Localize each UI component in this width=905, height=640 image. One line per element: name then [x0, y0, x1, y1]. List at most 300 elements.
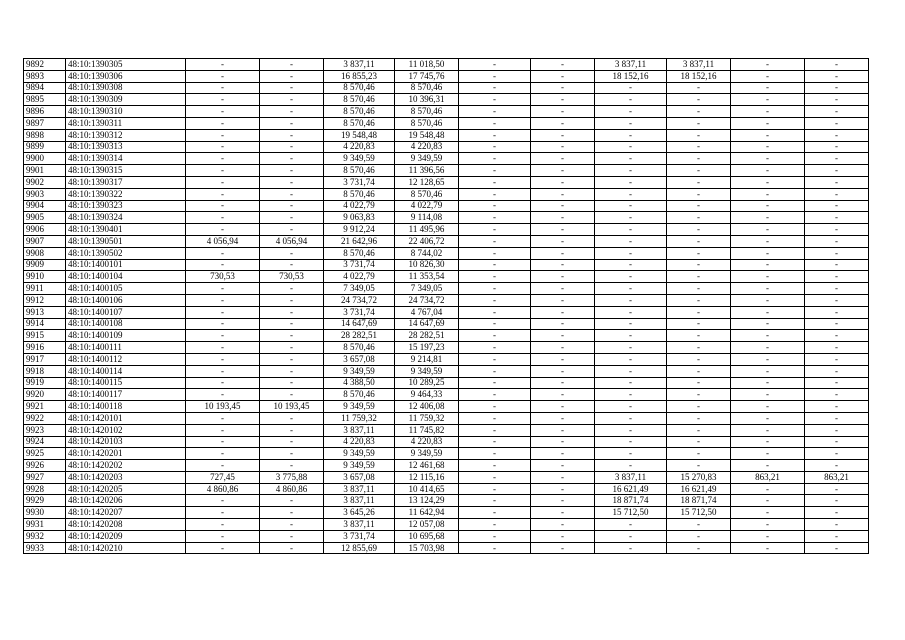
table-row [24, 59, 869, 71]
value-col-5-cell: 4 388,50 [324, 377, 395, 389]
value-col-9-cell: - [595, 117, 667, 129]
table-row [24, 519, 869, 531]
cadastral-number-cell: 48:10:1420102 [66, 424, 186, 436]
value-col-7-cell: - [459, 318, 531, 330]
value-col-7-cell: - [459, 471, 531, 483]
row-number-cell: 9897 [24, 117, 66, 129]
value-col-7-cell: - [459, 342, 531, 354]
value-col-6-cell: 9 349,59 [395, 448, 459, 460]
value-col-8-cell: - [531, 188, 595, 200]
value-col-10-cell: - [667, 129, 731, 141]
value-col-11-cell: - [731, 436, 805, 448]
value-col-5-cell: 28 282,51 [324, 330, 395, 342]
value-col-12-cell: - [805, 153, 869, 165]
value-col-8-cell: - [531, 59, 595, 71]
value-col-9-cell: - [595, 212, 667, 224]
value-col-7-cell: - [459, 306, 531, 318]
value-col-4-cell: 4 860,86 [260, 483, 324, 495]
value-col-6-cell: 15 197,23 [395, 342, 459, 354]
value-col-3-cell: - [186, 106, 260, 118]
value-col-4-cell: - [260, 330, 324, 342]
value-col-11-cell: - [731, 448, 805, 460]
value-col-8-cell: - [531, 117, 595, 129]
row-number-cell: 9910 [24, 271, 66, 283]
value-col-12-cell: - [805, 318, 869, 330]
value-col-3-cell: - [186, 70, 260, 82]
value-col-7-cell: - [459, 259, 531, 271]
value-col-9-cell: - [595, 294, 667, 306]
value-col-6-cell: 9 349,59 [395, 365, 459, 377]
value-col-7-cell: - [459, 412, 531, 424]
value-col-6-cell: 11 759,32 [395, 412, 459, 424]
value-col-3-cell: - [186, 519, 260, 531]
value-col-3-cell: - [186, 318, 260, 330]
value-col-5-cell: 9 349,59 [324, 448, 395, 460]
value-col-10-cell: - [667, 318, 731, 330]
table-row [24, 318, 869, 330]
value-col-4-cell: - [260, 94, 324, 106]
value-col-9-cell: - [595, 188, 667, 200]
value-col-9-cell: - [595, 330, 667, 342]
value-col-3-cell: - [186, 424, 260, 436]
value-col-11-cell: - [731, 129, 805, 141]
value-col-8-cell: - [531, 377, 595, 389]
value-col-10-cell: - [667, 153, 731, 165]
value-col-3-cell: - [186, 200, 260, 212]
table-row [24, 82, 869, 94]
value-col-11-cell: - [731, 495, 805, 507]
value-col-6-cell: 10 414,65 [395, 483, 459, 495]
value-col-8-cell: - [531, 342, 595, 354]
value-col-9-cell: - [595, 318, 667, 330]
value-col-7-cell: - [459, 542, 531, 554]
value-col-5-cell: 4 022,79 [324, 200, 395, 212]
value-col-11-cell: - [731, 318, 805, 330]
cadastral-number-cell: 48:10:1420201 [66, 448, 186, 460]
value-col-11-cell: - [731, 247, 805, 259]
value-col-12-cell: - [805, 412, 869, 424]
value-col-9-cell: - [595, 365, 667, 377]
value-col-3-cell: - [186, 530, 260, 542]
value-col-10-cell: - [667, 460, 731, 472]
value-col-10-cell: - [667, 294, 731, 306]
value-col-4-cell: - [260, 377, 324, 389]
value-col-5-cell: 8 570,46 [324, 106, 395, 118]
value-col-12-cell: - [805, 330, 869, 342]
value-col-9-cell: - [595, 247, 667, 259]
value-col-9-cell: - [595, 424, 667, 436]
value-col-4-cell: - [260, 530, 324, 542]
row-number-cell: 9922 [24, 412, 66, 424]
value-col-9-cell: 18 871,74 [595, 495, 667, 507]
value-col-6-cell: 28 282,51 [395, 330, 459, 342]
value-col-12-cell: - [805, 224, 869, 236]
value-col-5-cell: 12 855,69 [324, 542, 395, 554]
cadastral-number-cell: 48:10:1400111 [66, 342, 186, 354]
value-col-7-cell: - [459, 141, 531, 153]
value-col-7-cell: - [459, 94, 531, 106]
value-col-10-cell: 18 152,16 [667, 70, 731, 82]
cadastral-number-cell: 48:10:1390306 [66, 70, 186, 82]
value-col-3-cell: - [186, 436, 260, 448]
table-row [24, 306, 869, 318]
value-col-11-cell: - [731, 141, 805, 153]
value-col-5-cell: 9 912,24 [324, 224, 395, 236]
cadastral-number-cell: 48:10:1400101 [66, 259, 186, 271]
row-number-cell: 9926 [24, 460, 66, 472]
value-col-12-cell: - [805, 294, 869, 306]
value-col-9-cell: - [595, 389, 667, 401]
table-row [24, 460, 869, 472]
table-row [24, 436, 869, 448]
value-col-4-cell: - [260, 70, 324, 82]
table-row [24, 507, 869, 519]
value-col-4-cell: - [260, 507, 324, 519]
value-col-10-cell: - [667, 271, 731, 283]
value-col-5-cell: 9 063,83 [324, 212, 395, 224]
value-col-6-cell: 4 767,04 [395, 306, 459, 318]
cadastral-number-cell: 48:10:1420209 [66, 530, 186, 542]
value-col-6-cell: 9 464,33 [395, 389, 459, 401]
value-col-11-cell: - [731, 365, 805, 377]
value-col-5-cell: 4 022,79 [324, 271, 395, 283]
value-col-10-cell: 15 712,50 [667, 507, 731, 519]
value-col-9-cell: - [595, 377, 667, 389]
value-col-3-cell: - [186, 141, 260, 153]
value-col-11-cell: - [731, 519, 805, 531]
row-number-cell: 9919 [24, 377, 66, 389]
cadastral-number-cell: 48:10:1400107 [66, 306, 186, 318]
value-col-12-cell: - [805, 507, 869, 519]
value-col-8-cell: - [531, 495, 595, 507]
value-col-10-cell: 3 837,11 [667, 59, 731, 71]
value-col-5-cell: 11 759,32 [324, 412, 395, 424]
cadastral-number-cell: 48:10:1420205 [66, 483, 186, 495]
value-col-4-cell: - [260, 224, 324, 236]
value-col-10-cell: - [667, 188, 731, 200]
cadastral-number-cell: 48:10:1400108 [66, 318, 186, 330]
value-col-8-cell: - [531, 365, 595, 377]
row-number-cell: 9896 [24, 106, 66, 118]
value-col-4-cell: - [260, 176, 324, 188]
value-col-8-cell: - [531, 200, 595, 212]
value-col-9-cell: 3 837,11 [595, 59, 667, 71]
value-col-11-cell: - [731, 424, 805, 436]
row-number-cell: 9893 [24, 70, 66, 82]
value-col-4-cell: - [260, 188, 324, 200]
value-col-3-cell: - [186, 448, 260, 460]
value-col-11-cell: - [731, 294, 805, 306]
value-col-10-cell: - [667, 82, 731, 94]
value-col-6-cell: 8 570,46 [395, 117, 459, 129]
value-col-5-cell: 4 220,83 [324, 141, 395, 153]
value-col-8-cell: - [531, 542, 595, 554]
value-col-8-cell: - [531, 153, 595, 165]
row-number-cell: 9912 [24, 294, 66, 306]
table-row [24, 471, 869, 483]
cadastral-number-cell: 48:10:1390323 [66, 200, 186, 212]
value-col-8-cell: - [531, 519, 595, 531]
value-col-3-cell: 10 193,45 [186, 401, 260, 413]
value-col-10-cell: - [667, 519, 731, 531]
value-col-9-cell: - [595, 259, 667, 271]
table-row [24, 224, 869, 236]
row-number-cell: 9913 [24, 306, 66, 318]
value-col-7-cell: - [459, 224, 531, 236]
value-col-9-cell: - [595, 129, 667, 141]
value-col-4-cell: - [260, 353, 324, 365]
value-col-9-cell: - [595, 519, 667, 531]
value-col-12-cell: - [805, 59, 869, 71]
value-col-6-cell: 19 548,48 [395, 129, 459, 141]
row-number-cell: 9920 [24, 389, 66, 401]
cadastral-number-cell: 48:10:1390315 [66, 165, 186, 177]
value-col-6-cell: 11 495,96 [395, 224, 459, 236]
table-body [24, 59, 869, 554]
value-col-4-cell: - [260, 106, 324, 118]
value-col-10-cell: - [667, 212, 731, 224]
value-col-11-cell: 863,21 [731, 471, 805, 483]
table-row [24, 365, 869, 377]
value-col-6-cell: 12 115,16 [395, 471, 459, 483]
cadastral-number-cell: 48:10:1390401 [66, 224, 186, 236]
value-col-12-cell: - [805, 176, 869, 188]
value-col-10-cell: - [667, 259, 731, 271]
value-col-8-cell: - [531, 412, 595, 424]
value-col-9-cell: - [595, 271, 667, 283]
row-number-cell: 9900 [24, 153, 66, 165]
value-col-12-cell: - [805, 389, 869, 401]
value-col-5-cell: 8 570,46 [324, 82, 395, 94]
value-col-7-cell: - [459, 271, 531, 283]
value-col-5-cell: 8 570,46 [324, 165, 395, 177]
cadastral-number-cell: 48:10:1400117 [66, 389, 186, 401]
value-col-6-cell: 12 461,68 [395, 460, 459, 472]
row-number-cell: 9921 [24, 401, 66, 413]
value-col-11-cell: - [731, 153, 805, 165]
value-col-3-cell: - [186, 389, 260, 401]
value-col-11-cell: - [731, 283, 805, 295]
table-row [24, 495, 869, 507]
table-row [24, 188, 869, 200]
value-col-6-cell: 4 022,79 [395, 200, 459, 212]
value-col-9-cell: - [595, 165, 667, 177]
value-col-12-cell: - [805, 365, 869, 377]
value-col-9-cell: - [595, 448, 667, 460]
row-number-cell: 9901 [24, 165, 66, 177]
value-col-6-cell: 8 570,46 [395, 82, 459, 94]
cadastral-number-cell: 48:10:1390502 [66, 247, 186, 259]
cadastral-number-cell: 48:10:1420202 [66, 460, 186, 472]
value-col-8-cell: - [531, 141, 595, 153]
value-col-6-cell: 11 353,54 [395, 271, 459, 283]
row-number-cell: 9932 [24, 530, 66, 542]
value-col-7-cell: - [459, 129, 531, 141]
value-col-12-cell: - [805, 82, 869, 94]
row-number-cell: 9924 [24, 436, 66, 448]
value-col-8-cell: - [531, 106, 595, 118]
value-col-11-cell: - [731, 212, 805, 224]
value-col-12-cell: - [805, 94, 869, 106]
value-col-6-cell: 8 570,46 [395, 188, 459, 200]
value-col-5-cell: 3 731,74 [324, 176, 395, 188]
value-col-4-cell: - [260, 283, 324, 295]
value-col-6-cell: 11 018,50 [395, 59, 459, 71]
table-row [24, 389, 869, 401]
value-col-7-cell: - [459, 176, 531, 188]
value-col-3-cell: - [186, 247, 260, 259]
value-col-4-cell: - [260, 247, 324, 259]
value-col-6-cell: 15 703,98 [395, 542, 459, 554]
value-col-10-cell: - [667, 424, 731, 436]
row-number-cell: 9933 [24, 542, 66, 554]
value-col-5-cell: 9 349,59 [324, 365, 395, 377]
value-col-12-cell: - [805, 271, 869, 283]
value-col-8-cell: - [531, 176, 595, 188]
row-number-cell: 9931 [24, 519, 66, 531]
value-col-7-cell: - [459, 165, 531, 177]
value-col-8-cell: - [531, 353, 595, 365]
value-col-5-cell: 19 548,48 [324, 129, 395, 141]
value-col-10-cell: - [667, 117, 731, 129]
value-col-8-cell: - [531, 283, 595, 295]
cadastral-number-cell: 48:10:1390322 [66, 188, 186, 200]
value-col-10-cell: - [667, 353, 731, 365]
value-col-12-cell: - [805, 448, 869, 460]
value-col-12-cell: - [805, 129, 869, 141]
value-col-6-cell: 17 745,76 [395, 70, 459, 82]
value-col-8-cell: - [531, 129, 595, 141]
value-col-6-cell: 8 744,02 [395, 247, 459, 259]
row-number-cell: 9929 [24, 495, 66, 507]
value-col-5-cell: 3 657,08 [324, 471, 395, 483]
row-number-cell: 9923 [24, 424, 66, 436]
value-col-3-cell: - [186, 495, 260, 507]
value-col-8-cell: - [531, 448, 595, 460]
value-col-12-cell: - [805, 247, 869, 259]
table-row [24, 176, 869, 188]
value-col-4-cell: - [260, 117, 324, 129]
cadastral-number-cell: 48:10:1420203 [66, 471, 186, 483]
value-col-4-cell: 10 193,45 [260, 401, 324, 413]
value-col-11-cell: - [731, 377, 805, 389]
data-table [23, 58, 869, 554]
value-col-12-cell: - [805, 353, 869, 365]
value-col-10-cell: - [667, 165, 731, 177]
value-col-9-cell: - [595, 342, 667, 354]
row-number-cell: 9927 [24, 471, 66, 483]
cadastral-number-cell: 48:10:1390314 [66, 153, 186, 165]
value-col-11-cell: - [731, 176, 805, 188]
table-row [24, 70, 869, 82]
value-col-7-cell: - [459, 460, 531, 472]
value-col-9-cell: - [595, 176, 667, 188]
cadastral-number-cell: 48:10:1400104 [66, 271, 186, 283]
value-col-4-cell: - [260, 59, 324, 71]
value-col-10-cell: - [667, 176, 731, 188]
value-col-8-cell: - [531, 259, 595, 271]
value-col-8-cell: - [531, 460, 595, 472]
value-col-4-cell: - [260, 200, 324, 212]
value-col-12-cell: - [805, 117, 869, 129]
cadastral-number-cell: 48:10:1390501 [66, 235, 186, 247]
value-col-3-cell: - [186, 507, 260, 519]
value-col-3-cell: - [186, 542, 260, 554]
value-col-3-cell: - [186, 117, 260, 129]
value-col-11-cell: - [731, 412, 805, 424]
table-row [24, 153, 869, 165]
cadastral-number-cell: 48:10:1420103 [66, 436, 186, 448]
table-row [24, 542, 869, 554]
value-col-11-cell: - [731, 165, 805, 177]
value-col-3-cell: - [186, 94, 260, 106]
cadastral-number-cell: 48:10:1390324 [66, 212, 186, 224]
value-col-11-cell: - [731, 70, 805, 82]
value-col-6-cell: 4 220,83 [395, 141, 459, 153]
value-col-7-cell: - [459, 106, 531, 118]
value-col-5-cell: 3 731,74 [324, 306, 395, 318]
value-col-3-cell: - [186, 165, 260, 177]
table-row [24, 283, 869, 295]
value-col-5-cell: 3 837,11 [324, 495, 395, 507]
value-col-10-cell: - [667, 330, 731, 342]
value-col-5-cell: 16 855,23 [324, 70, 395, 82]
row-number-cell: 9906 [24, 224, 66, 236]
value-col-11-cell: - [731, 330, 805, 342]
value-col-3-cell: - [186, 59, 260, 71]
row-number-cell: 9894 [24, 82, 66, 94]
value-col-11-cell: - [731, 82, 805, 94]
value-col-3-cell: - [186, 259, 260, 271]
value-col-3-cell: 4 860,86 [186, 483, 260, 495]
value-col-10-cell: - [667, 141, 731, 153]
value-col-11-cell: - [731, 460, 805, 472]
value-col-9-cell: - [595, 224, 667, 236]
value-col-8-cell: - [531, 247, 595, 259]
value-col-5-cell: 3 731,74 [324, 530, 395, 542]
value-col-7-cell: - [459, 330, 531, 342]
value-col-4-cell: - [260, 448, 324, 460]
row-number-cell: 9895 [24, 94, 66, 106]
row-number-cell: 9905 [24, 212, 66, 224]
value-col-7-cell: - [459, 483, 531, 495]
value-col-10-cell: - [667, 235, 731, 247]
value-col-8-cell: - [531, 530, 595, 542]
table-row [24, 117, 869, 129]
value-col-4-cell: - [260, 82, 324, 94]
value-col-11-cell: - [731, 271, 805, 283]
row-number-cell: 9918 [24, 365, 66, 377]
value-col-6-cell: 10 826,30 [395, 259, 459, 271]
value-col-11-cell: - [731, 200, 805, 212]
value-col-9-cell: - [595, 353, 667, 365]
value-col-5-cell: 3 837,11 [324, 483, 395, 495]
value-col-5-cell: 24 734,72 [324, 294, 395, 306]
table-row [24, 412, 869, 424]
cadastral-number-cell: 48:10:1390310 [66, 106, 186, 118]
value-col-9-cell: 3 837,11 [595, 471, 667, 483]
value-col-3-cell: - [186, 306, 260, 318]
value-col-11-cell: - [731, 59, 805, 71]
table-row [24, 259, 869, 271]
value-col-6-cell: 11 642,94 [395, 507, 459, 519]
cadastral-number-cell: 48:10:1390309 [66, 94, 186, 106]
value-col-12-cell: - [805, 306, 869, 318]
value-col-6-cell: 10 396,31 [395, 94, 459, 106]
value-col-3-cell: - [186, 176, 260, 188]
table-row [24, 424, 869, 436]
value-col-10-cell: - [667, 530, 731, 542]
